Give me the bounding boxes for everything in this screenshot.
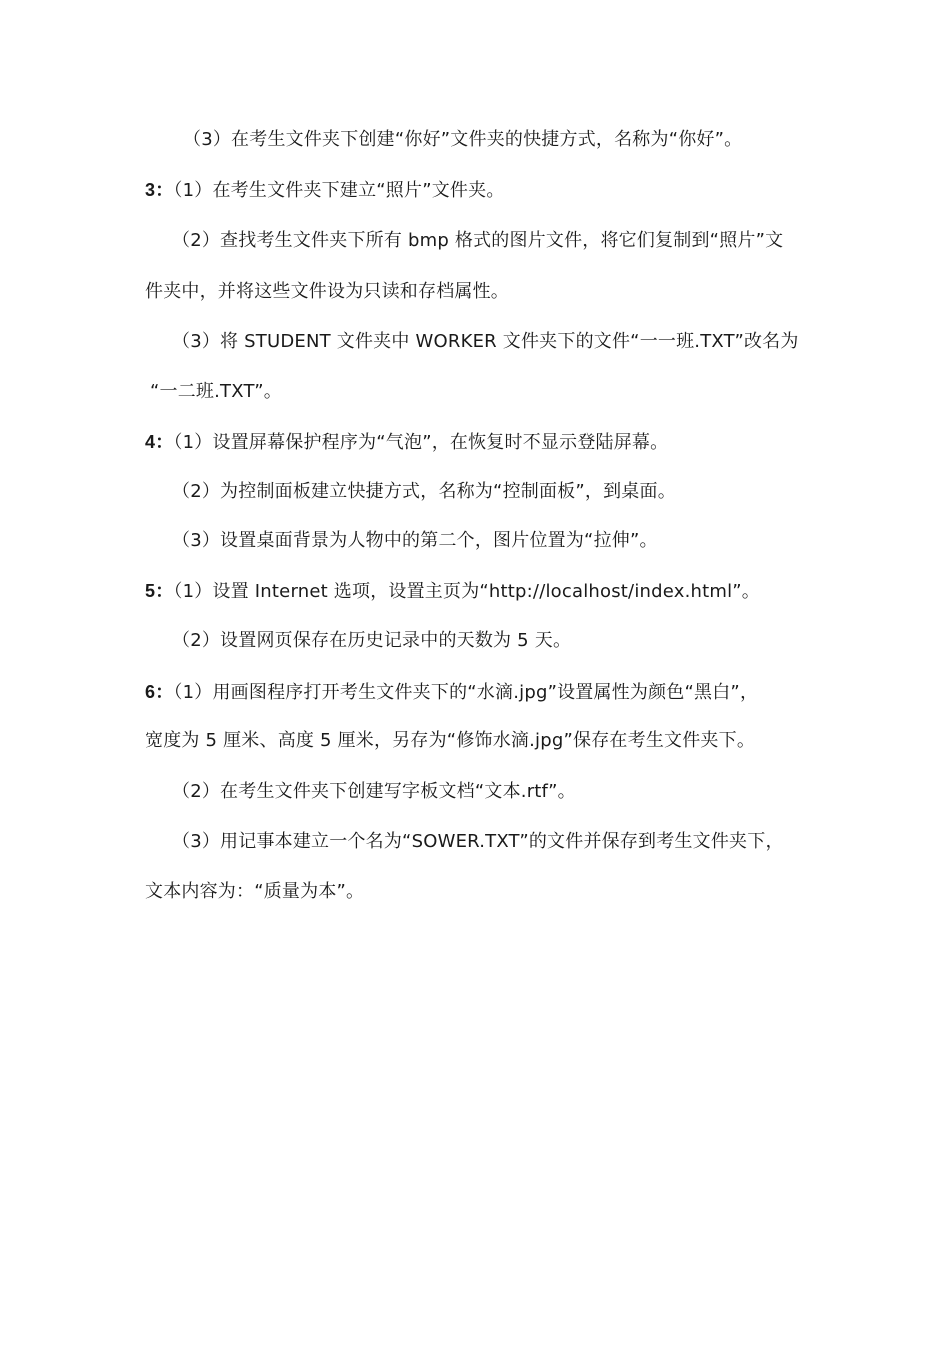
question-6: 6：（1）用画图程序打开考生文件夹下的“水滴.jpg”设置属性为颜色“黑白”， [145, 682, 759, 703]
text-line: （2）在考生文件夹下创建写字板文档“文本.rtf”。 [172, 781, 576, 802]
question-number: 5： [145, 581, 174, 601]
question-4: 4：（1）设置屏幕保护程序为“气泡”，在恢复时不显示登陆屏幕。 [145, 432, 669, 453]
question-number: 3： [145, 180, 174, 200]
question-5: 5：（1）设置 Internet 选项，设置主页为“http://localhost/index.html”。 [145, 581, 761, 602]
text-line: （3）设置桌面背景为人物中的第二个，图片位置为“拉伸”。 [172, 530, 658, 551]
question-3: 3：（1）在考生文件夹下建立“照片”文件夹。 [145, 180, 505, 201]
text-line: （2）为控制面板建立快捷方式，名称为“控制面板”，到桌面。 [172, 481, 676, 502]
text-line: 文本内容为：“质量为本”。 [145, 881, 365, 902]
text-line: （3）在考生文件夹下创建“你好”文件夹的快捷方式，名称为“你好”。 [183, 129, 743, 150]
text-line: （3）用记事本建立一个名为“SOWER.TXT”的文件并保存到考生文件夹下， [172, 831, 784, 852]
text-line: （2）设置网页保存在历史记录中的天数为 5 天。 [172, 630, 572, 651]
text-line: “一二班.TXT”。 [150, 381, 282, 402]
question-number: 6： [145, 682, 174, 702]
text-line: （2）查找考生文件夹下所有 bmp 格式的图片文件，将它们复制到“照片”文 [172, 230, 784, 251]
text-line: 件夹中，并将这些文件设为只读和存档属性。 [145, 281, 509, 302]
question-number: 4： [145, 432, 174, 452]
text-line: 宽度为 5 厘米、高度 5 厘米，另存为“修饰水滴.jpg”保存在考生文件夹下。 [145, 730, 756, 751]
text-line: （3）将 STUDENT 文件夹中 WORKER 文件夹下的文件“一一班.TXT”改名为 [172, 331, 799, 352]
